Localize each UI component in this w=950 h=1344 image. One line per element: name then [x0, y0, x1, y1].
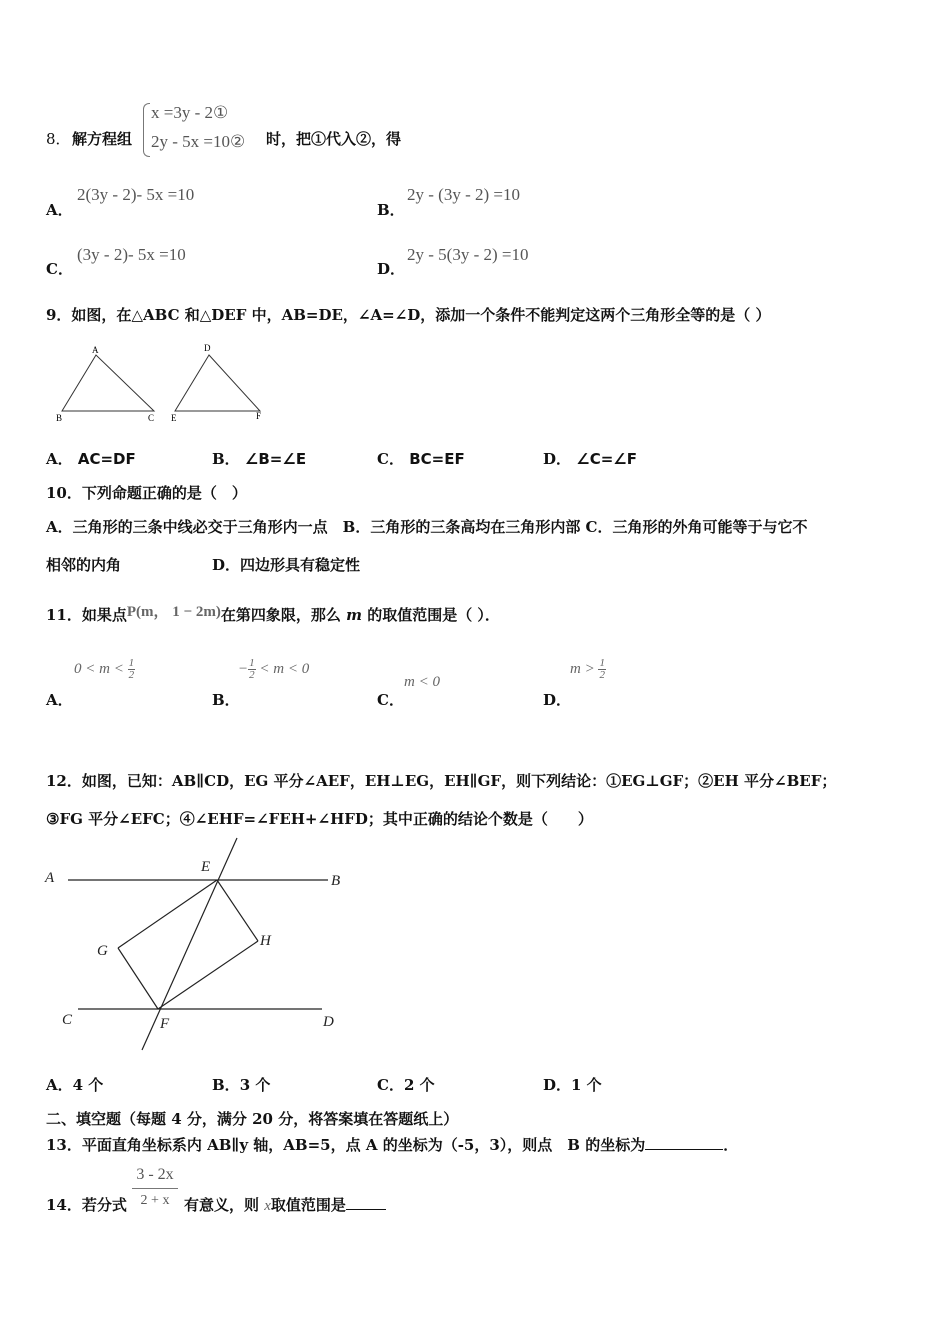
q10-text: 10．下列命题正确的是（ ）: [46, 484, 247, 502]
label-b: B: [56, 413, 63, 423]
q9-option-b: B． ∠B=∠E: [212, 450, 307, 468]
q9-text: 9．如图，在△ABC 和△DEF 中，AB=DE，∠A=∠D，添加一个条件不能判定这两个三角形全等的是（ ）: [46, 306, 771, 324]
q12-line2: ③FG 平分∠EFC；④∠EHF=∠FEH+∠HFD；其中正确的结论个数是（ ）: [46, 810, 593, 828]
section-2-title: 二、填空题（每题 4 分，满分 20 分，将答案填在答题纸上）: [46, 1110, 459, 1128]
q11-expr-a: 0 < m < $\frac{1}{2}$: [74, 657, 135, 681]
q11-expr-c: m < 0: [404, 674, 440, 690]
q13-answer-blank[interactable]: [645, 1149, 723, 1150]
q8-eq2: 2y - 5x =10②: [151, 132, 246, 151]
q10-option-d: D．四边形具有稳定性: [212, 556, 361, 574]
q8-equation-system: [143, 103, 268, 158]
label-g: G: [97, 943, 108, 959]
q8-option-c-label: C．: [46, 260, 73, 278]
q11-option-d-label: D．: [543, 691, 572, 709]
q8-option-b: 2y - (3y - 2) =10: [407, 185, 520, 204]
q11-option-a-label: A．: [46, 691, 73, 709]
q12-option-d: D．1 个: [543, 1076, 602, 1094]
q10-options-line1: A．三角形的三条中线必交于三角形内一点 B．三角形的三条高均在三角形内部 C．三角形的外角可能等于与它不: [46, 518, 808, 536]
q9-option-d: D． ∠C=∠F: [543, 450, 637, 468]
label-c: C: [148, 413, 155, 423]
q11-expr-b: − $\frac{1}{2}$ < m < 0: [238, 657, 310, 681]
triangle-abc: [62, 355, 154, 411]
segment-eh: [217, 880, 258, 941]
label-h: H: [260, 933, 271, 949]
triangle-def: [175, 355, 260, 411]
q8-option-b-label: B．: [377, 201, 405, 219]
q8-option-d: 2y - 5(3y - 2) =10: [407, 245, 529, 264]
q8-option-d-label: D．: [377, 260, 406, 278]
label-e: E: [171, 413, 177, 423]
label-b: B: [331, 873, 341, 889]
q12-option-a: A．4 个: [46, 1076, 104, 1094]
q14-fraction: [132, 1166, 178, 1209]
q11-option-c-label: C．: [377, 691, 404, 709]
q11-point: P(m， 1 − 2m): [126, 604, 221, 620]
q12-line1: 12．如图，已知：AB∥CD，EG 平分∠AEF，EH⊥EG，EH∥GF，则下列结论：①EG⊥GF；②EH 平分∠BEF；: [46, 772, 837, 790]
label-a: A: [92, 345, 99, 355]
label-e: E: [201, 859, 211, 875]
q9-figure: [50, 340, 280, 430]
q12-option-c: C．2 个: [377, 1076, 435, 1094]
q8-tail: 时，把①代入②，得: [266, 130, 402, 148]
q10-option-a-cont: 相邻的内角: [46, 556, 122, 574]
brace-icon: [143, 103, 150, 157]
q14-denominator: 2 + x: [140, 1193, 170, 1208]
label-f: F: [160, 1016, 170, 1032]
q9-option-a: A． AC=DF: [46, 450, 136, 468]
segment-gf: [118, 948, 158, 1009]
q14-pre: 14．若分式: [46, 1196, 127, 1214]
q12-option-b: B．3 个: [212, 1076, 271, 1094]
q14-numerator: 3 - 2x: [132, 1166, 178, 1189]
label-c: C: [62, 1012, 73, 1028]
q11-text: 11．如果点P(m， 1 − 2m)在第四象限，那么 m 的取值范围是（ ）．: [46, 604, 500, 624]
segment-hf: [158, 941, 258, 1009]
q14-text: 有意义，则 x取值范围是: [184, 1194, 386, 1215]
label-d: D: [204, 343, 211, 353]
label-f: F: [256, 411, 262, 421]
line-ef: [142, 838, 237, 1050]
q12-figure: [40, 835, 360, 1060]
label-a: A: [45, 870, 55, 886]
q8-eq1: x =3y - 2①: [151, 103, 229, 122]
segment-eg: [118, 880, 217, 948]
q8-lead: 解方程组: [72, 130, 133, 148]
q9-option-c: C． BC=EF: [377, 450, 465, 468]
q8-option-a-label: A．: [46, 201, 73, 219]
q13-text: 13．平面直角坐标系内 AB∥y 轴，AB=5，点 A 的坐标为（-5，3），则点 B 的坐标为 ．: [46, 1136, 739, 1154]
q11-expr-d: m > $\frac{1}{2}$: [570, 657, 605, 681]
q14-answer-blank[interactable]: [346, 1209, 386, 1210]
label-d: D: [323, 1014, 334, 1030]
q8-option-c: (3y - 2)- 5x =10: [77, 245, 186, 264]
q11-option-b-label: B．: [212, 691, 240, 709]
q8-option-a: 2(3y - 2)- 5x =10: [77, 185, 195, 204]
q8-number: 8．: [46, 130, 71, 148]
